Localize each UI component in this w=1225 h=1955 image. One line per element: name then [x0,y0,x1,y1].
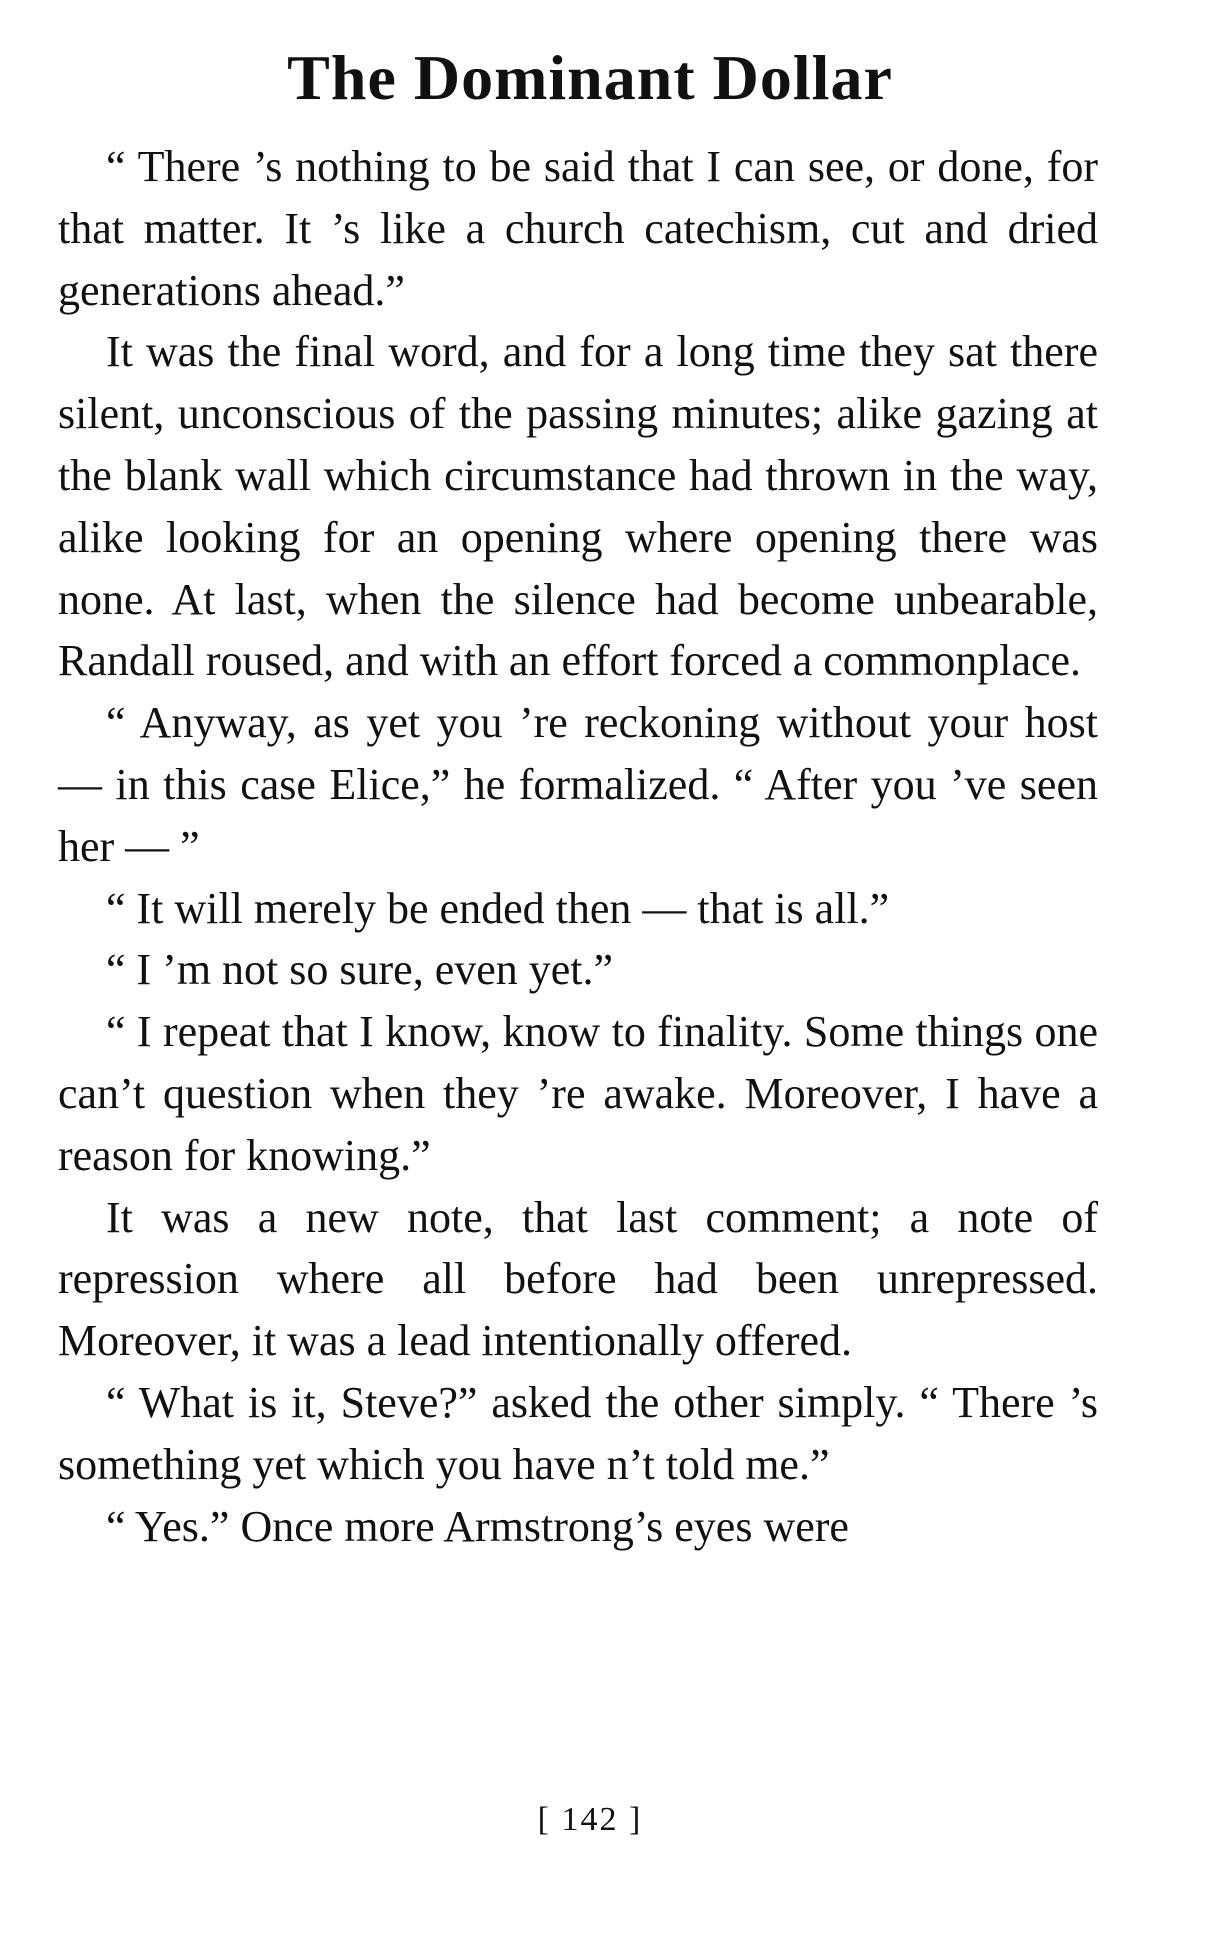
running-head-title: The Dominant Dollar [287,42,893,113]
paragraph: “ What is it, Steve?” asked the other simply. “ There ’s something yet which you have n’t told me.” [58,1377,1098,1489]
paragraph: It was a new note, that last comment; a note of repression where all before had been unrepressed. Moreover, it was a lead intentionally offered. [58,1192,1098,1366]
paragraph: It was the final word, and for a long time they sat there silent, unconscious of the passing minutes; alike gazing at the blank wall which circumstance had thrown in the way, alike looking for an opening where opening there was none. At last, when the silence had become unbearable, Randall roused, and with an effort forced a commonplace. [58,327,1098,686]
paragraph: “ There ’s nothing to be said that I can see, or done, for that matter. It ’s like a church catechism, cut and dried generations ahead.” [58,142,1098,315]
paragraph: “ It will merely be ended then — that is all.” [106,883,890,933]
paragraph: “ Yes.” Once more Armstrong’s eyes were [106,1501,849,1551]
body-text [58,136,1098,1557]
paragraph: “ I repeat that I know, know to finality. Some things one can’t question when they ’re awake. Moreover, I have a reason for knowing.” [58,1007,1098,1180]
page-number: [ 142 ] [537,1801,643,1838]
paragraph: “ I ’m not so sure, even yet.” [106,945,614,995]
paragraph: “ Anyway, as yet you ’re reckoning without your host — in this case Elice,” he formalized. “ After you ’ve seen her — ” [58,698,1098,871]
